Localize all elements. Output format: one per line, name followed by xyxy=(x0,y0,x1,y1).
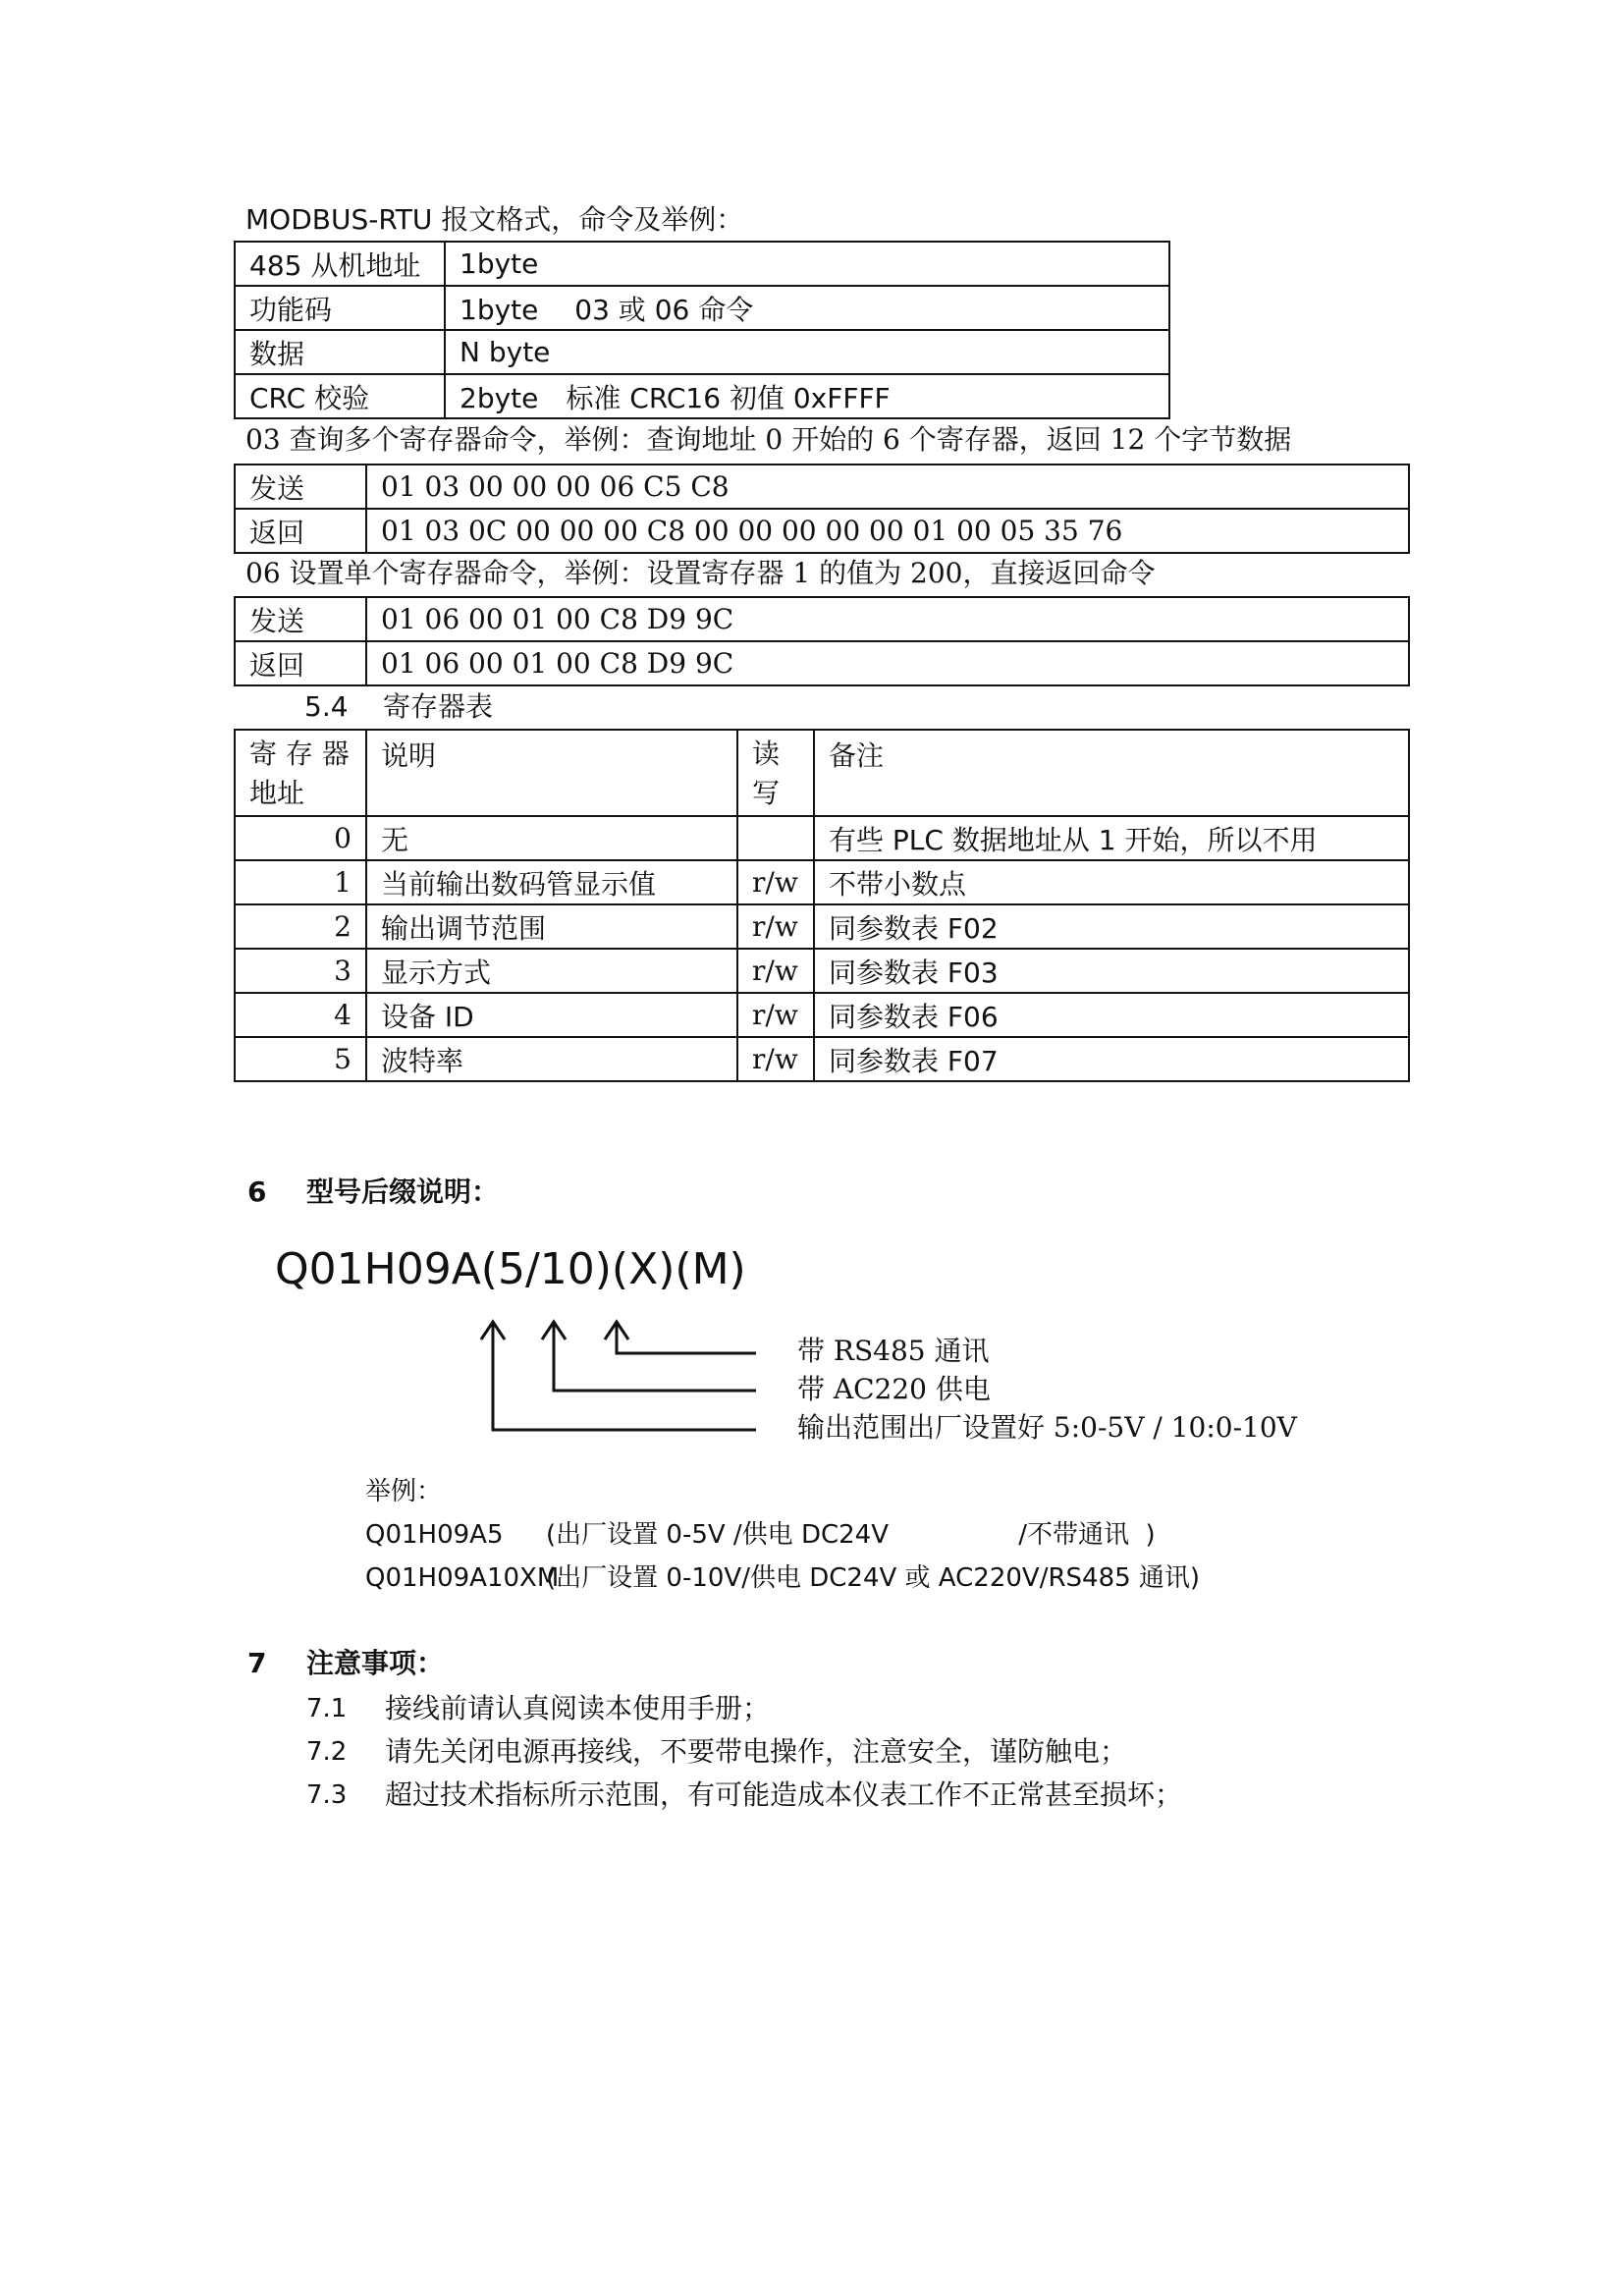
row-bytes: 01 03 00 00 00 06 C5 C8 xyxy=(366,465,1409,509)
register-rw: r/w xyxy=(737,860,814,904)
field-value: 1byte xyxy=(445,242,1169,286)
cmd03-description: 03 查询多个寄存器命令，举例：查询地址 0 开始的 6 个寄存器，返回 12 个字节数据 xyxy=(245,423,1292,456)
register-description: 当前输出数码管显示值 xyxy=(366,860,737,904)
row-label: 返回 xyxy=(235,641,366,685)
note-text: 请先关闭电源再接线，不要带电操作，注意安全，谨防触电； xyxy=(385,1735,1128,1768)
field-value: 2byte 标准 CRC16 初值 0xFFFF xyxy=(445,374,1169,418)
register-address: 4 xyxy=(235,993,366,1037)
row-bytes: 01 06 00 01 00 C8 D9 9C xyxy=(366,641,1409,685)
row-label: 发送 xyxy=(235,597,366,641)
example-code: Q01H09A5 xyxy=(365,1520,504,1550)
register-rw: r/w xyxy=(737,993,814,1037)
cmd06-description: 06 设置单个寄存器命令，举例：设置寄存器 1 的值为 200，直接返回命令 xyxy=(245,557,1156,589)
section-title: 注意事项： xyxy=(306,1647,445,1679)
row-bytes: 01 06 00 01 00 C8 D9 9C xyxy=(366,597,1409,641)
example-code: Q01H09A10XM xyxy=(365,1563,560,1593)
example-description: (出厂设置 0-5V /供电 DC24V /不带通讯 ) xyxy=(546,1520,1156,1550)
register-description: 波特率 xyxy=(366,1037,737,1081)
row-label: 返回 xyxy=(235,509,366,553)
register-address: 3 xyxy=(235,949,366,993)
arrow-x xyxy=(554,1324,756,1391)
row-label: 发送 xyxy=(235,465,366,509)
field-label: 数据 xyxy=(235,330,445,374)
section-number: 7 xyxy=(247,1647,267,1679)
example-label: 举例： xyxy=(365,1477,443,1506)
field-label: 功能码 xyxy=(235,286,445,330)
note-text: 超过技术指标所示范围，有可能造成本仪表工作不正常甚至损坏； xyxy=(385,1778,1183,1811)
callout-rs485: 带 RS485 通讯 xyxy=(797,1335,990,1367)
register-address: 1 xyxy=(235,860,366,904)
register-note: 不带小数点 xyxy=(814,860,1409,904)
note-number: 7.3 xyxy=(306,1780,348,1810)
arrow-range xyxy=(493,1324,756,1430)
section-number: 6 xyxy=(247,1175,267,1208)
note-number: 7.1 xyxy=(306,1694,348,1723)
register-note: 同参数表 F07 xyxy=(814,1037,1409,1081)
note-number: 7.2 xyxy=(306,1737,348,1767)
section-title: 型号后缀说明： xyxy=(306,1175,500,1208)
header-description: 说明 xyxy=(366,730,737,816)
register-description: 显示方式 xyxy=(366,949,737,993)
row-bytes: 01 03 0C 00 00 00 C8 00 00 00 00 00 01 00 05 35 76 xyxy=(366,509,1409,553)
register-note: 同参数表 F03 xyxy=(814,949,1409,993)
field-value: 1byte 03 或 06 命令 xyxy=(445,286,1169,330)
field-label: 485 从机地址 xyxy=(235,242,445,286)
register-address: 2 xyxy=(235,904,366,949)
field-label: CRC 校验 xyxy=(235,374,445,418)
modbus-heading: MODBUS-RTU 报文格式，命令及举例： xyxy=(245,203,744,236)
register-rw: r/w xyxy=(737,904,814,949)
header-rw: 读 写 xyxy=(737,730,814,816)
register-description: 输出调节范围 xyxy=(366,904,737,949)
section-number: 5.4 xyxy=(304,690,349,723)
register-note: 同参数表 F02 xyxy=(814,904,1409,949)
model-code: Q01H09A(5/10)(X)(M) xyxy=(275,1244,746,1294)
register-note: 有些 PLC 数据地址从 1 开始，所以不用 xyxy=(814,816,1409,860)
register-address: 5 xyxy=(235,1037,366,1081)
section-title: 寄存器表 xyxy=(383,690,494,723)
header-note: 备注 xyxy=(814,730,1409,816)
arrow-m xyxy=(617,1324,756,1353)
register-description: 设备 ID xyxy=(366,993,737,1037)
register-note: 同参数表 F06 xyxy=(814,993,1409,1037)
example-description: (出厂设置 0-10V/供电 DC24V 或 AC220V/RS485 通讯) xyxy=(546,1563,1201,1593)
register-description: 无 xyxy=(366,816,737,860)
register-rw: r/w xyxy=(737,1037,814,1081)
callout-output-range: 输出范围出厂设置好 5:0-5V / 10:0-10V xyxy=(797,1411,1297,1444)
callout-ac220: 带 AC220 供电 xyxy=(797,1373,991,1405)
header-address: 寄 存 器 地址 xyxy=(235,730,366,816)
register-address: 0 xyxy=(235,816,366,860)
note-text: 接线前请认真阅读本使用手册； xyxy=(385,1692,771,1724)
register-rw: r/w xyxy=(737,949,814,993)
field-value: N byte xyxy=(445,330,1169,374)
